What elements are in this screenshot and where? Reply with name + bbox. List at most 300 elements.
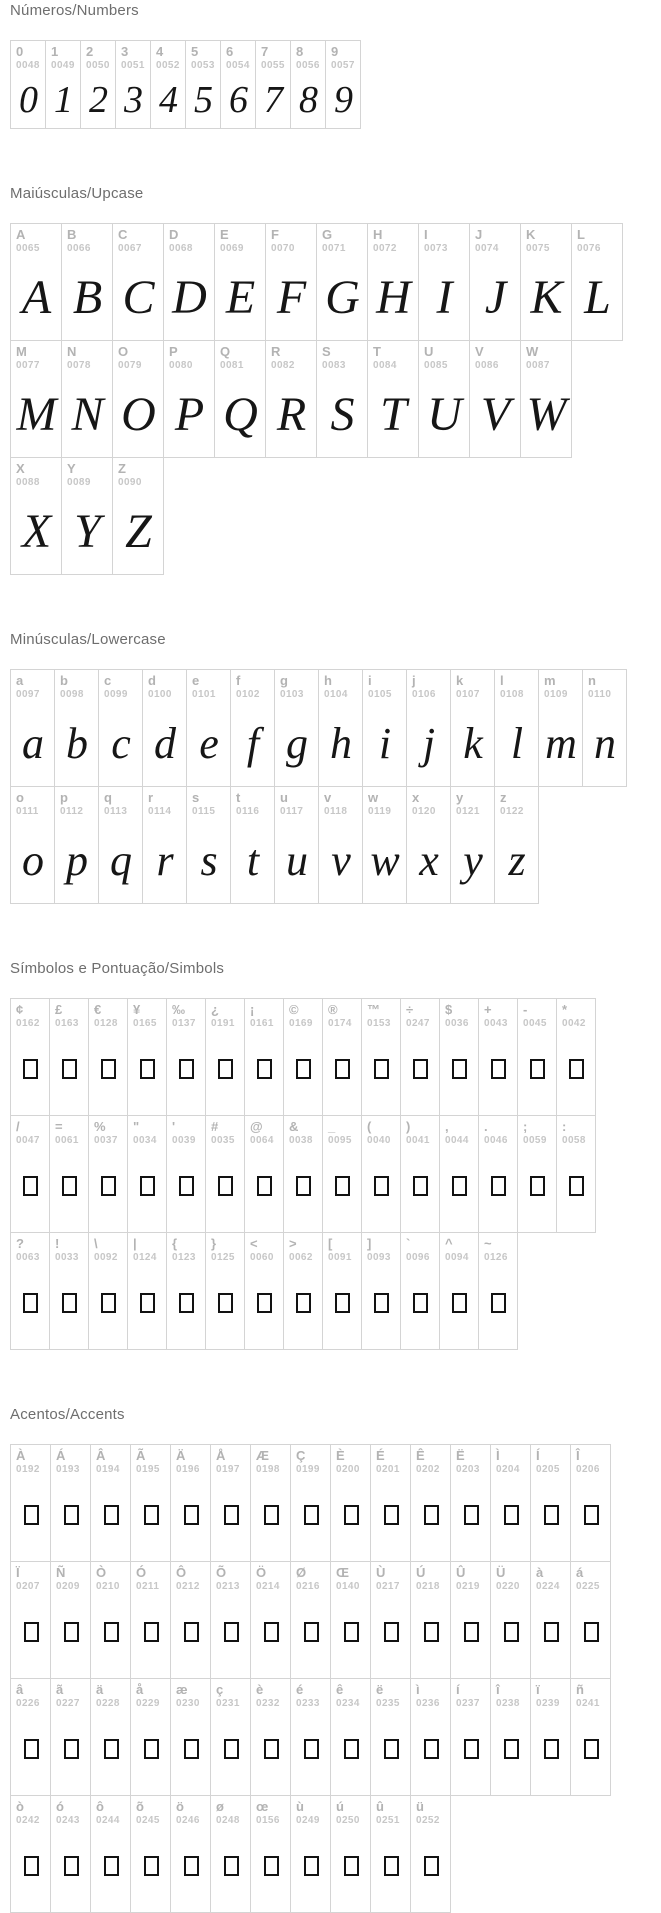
glyph-area bbox=[16, 255, 57, 340]
glyph-row bbox=[10, 340, 572, 458]
missing-glyph-box bbox=[344, 1856, 359, 1876]
char-code: 0206 bbox=[576, 1464, 600, 1475]
char-cell-0072 bbox=[367, 223, 419, 341]
glyph-area bbox=[322, 372, 363, 457]
char-cell-0092 bbox=[88, 1232, 128, 1350]
char-code: 0242 bbox=[16, 1815, 40, 1826]
char-code: 0042 bbox=[562, 1018, 586, 1029]
char-code: 0053 bbox=[191, 60, 215, 71]
char-code: 0074 bbox=[475, 243, 499, 254]
character-map-sections bbox=[10, 2, 661, 1913]
char-code: 0114 bbox=[148, 806, 172, 817]
missing-glyph-box bbox=[544, 1739, 559, 1759]
glyph: U bbox=[427, 388, 462, 441]
glyph-area bbox=[271, 255, 312, 340]
char-label: ï bbox=[536, 1682, 540, 1697]
char-label: ( bbox=[367, 1119, 372, 1134]
glyph-area bbox=[216, 1710, 246, 1795]
char-code: 0246 bbox=[176, 1815, 200, 1826]
char-label: _ bbox=[328, 1119, 336, 1134]
glyph: C bbox=[122, 271, 155, 324]
char-cell-0058 bbox=[556, 1115, 596, 1233]
char-code: 0236 bbox=[416, 1698, 440, 1709]
missing-glyph-box bbox=[257, 1293, 272, 1313]
missing-glyph-box bbox=[464, 1739, 479, 1759]
char-label: T bbox=[373, 344, 381, 359]
char-code: 0196 bbox=[176, 1464, 200, 1475]
glyph: I bbox=[436, 271, 453, 324]
char-code: 0217 bbox=[376, 1581, 400, 1592]
char-label: œ bbox=[256, 1799, 269, 1814]
char-label: f bbox=[236, 673, 241, 688]
char-label: Î bbox=[576, 1448, 580, 1463]
char-cell-0039 bbox=[166, 1115, 206, 1233]
char-code: 0249 bbox=[296, 1815, 320, 1826]
glyph-area bbox=[296, 1827, 326, 1912]
missing-glyph-box bbox=[101, 1059, 116, 1079]
char-label: L bbox=[577, 227, 585, 242]
char-label: H bbox=[373, 227, 383, 242]
char-label: 1 bbox=[51, 44, 59, 59]
glyph-area bbox=[577, 255, 618, 340]
char-code: 0055 bbox=[261, 60, 285, 71]
missing-glyph-box bbox=[257, 1176, 272, 1196]
missing-glyph-box bbox=[264, 1739, 279, 1759]
missing-glyph-box bbox=[413, 1176, 428, 1196]
char-cell-0040 bbox=[361, 1115, 401, 1233]
glyph-area bbox=[133, 1147, 162, 1232]
missing-glyph-box bbox=[296, 1293, 311, 1313]
missing-glyph-box bbox=[413, 1293, 428, 1313]
glyph-area bbox=[412, 818, 446, 903]
glyph-area bbox=[118, 489, 159, 574]
char-code: 0231 bbox=[216, 1698, 240, 1709]
glyph-area bbox=[367, 1264, 396, 1349]
glyph: w bbox=[370, 836, 400, 885]
char-code: 0100 bbox=[148, 689, 172, 700]
char-code: 0162 bbox=[16, 1018, 40, 1029]
char-label: Y bbox=[67, 461, 76, 476]
missing-glyph-box bbox=[224, 1622, 239, 1642]
char-label: F bbox=[271, 227, 279, 242]
char-code: 0092 bbox=[94, 1252, 118, 1263]
char-label: ‰ bbox=[172, 1002, 185, 1017]
glyph: W bbox=[526, 388, 567, 441]
glyph-area bbox=[56, 1827, 86, 1912]
char-code: 0118 bbox=[324, 806, 348, 817]
char-cell-0162 bbox=[10, 998, 50, 1116]
glyph-area bbox=[176, 1593, 206, 1678]
char-label: y bbox=[456, 790, 464, 805]
glyph-area bbox=[280, 701, 314, 786]
glyph-area bbox=[176, 1710, 206, 1795]
char-code: 0111 bbox=[16, 806, 39, 817]
missing-glyph-box bbox=[304, 1622, 319, 1642]
char-code: 0093 bbox=[367, 1252, 391, 1263]
glyph: H bbox=[376, 271, 411, 324]
char-code: 0122 bbox=[500, 806, 524, 817]
char-label: ¥ bbox=[133, 1002, 141, 1017]
char-code: 0194 bbox=[96, 1464, 120, 1475]
char-label: q bbox=[104, 790, 112, 805]
glyph-area bbox=[445, 1264, 474, 1349]
section-title-lowercase: Minúsculas/Lowercase bbox=[10, 631, 166, 648]
char-cell-0161 bbox=[244, 998, 284, 1116]
glyph-row bbox=[10, 223, 623, 341]
glyph-area bbox=[562, 1147, 591, 1232]
glyph-area bbox=[104, 818, 138, 903]
char-cell-0250 bbox=[330, 1795, 371, 1913]
glyph-area bbox=[456, 701, 490, 786]
char-cell-0174 bbox=[322, 998, 362, 1116]
char-code: 0220 bbox=[496, 1581, 520, 1592]
char-code: 0046 bbox=[484, 1135, 508, 1146]
char-label: ] bbox=[367, 1236, 372, 1251]
char-code: 0212 bbox=[176, 1581, 200, 1592]
char-code: 0076 bbox=[577, 243, 601, 254]
char-code: 0097 bbox=[16, 689, 40, 700]
char-cell-0106 bbox=[406, 669, 451, 787]
glyph-area bbox=[456, 1710, 486, 1795]
char-cell-0100 bbox=[142, 669, 187, 787]
char-code: 0119 bbox=[368, 806, 392, 817]
glyph: p bbox=[66, 836, 88, 885]
glyph: i bbox=[378, 719, 392, 768]
char-code: 0085 bbox=[424, 360, 448, 371]
char-label: * bbox=[562, 1002, 568, 1017]
char-cell-0233 bbox=[290, 1678, 331, 1796]
glyph-row bbox=[10, 457, 164, 575]
char-label: t bbox=[236, 790, 241, 805]
char-code: 0219 bbox=[456, 1581, 480, 1592]
glyph-area bbox=[236, 701, 270, 786]
char-code: 0252 bbox=[416, 1815, 440, 1826]
char-code: 0094 bbox=[445, 1252, 469, 1263]
char-cell-0103 bbox=[274, 669, 319, 787]
glyph-area bbox=[367, 1030, 396, 1115]
char-label: 2 bbox=[86, 44, 94, 59]
missing-glyph-box bbox=[144, 1622, 159, 1642]
char-cell-0156 bbox=[250, 1795, 291, 1913]
char-code: 0224 bbox=[536, 1581, 560, 1592]
missing-glyph-box bbox=[140, 1293, 155, 1313]
glyph-area bbox=[16, 489, 57, 574]
char-label: K bbox=[526, 227, 536, 242]
char-cell-0198 bbox=[250, 1444, 291, 1562]
char-code: 0073 bbox=[424, 243, 448, 254]
glyph-area bbox=[496, 1710, 526, 1795]
char-label: â bbox=[16, 1682, 24, 1697]
glyph: t bbox=[246, 836, 260, 885]
char-code: 0077 bbox=[16, 360, 40, 371]
char-label: Q bbox=[220, 344, 231, 359]
char-code: 0048 bbox=[16, 60, 40, 71]
glyph: n bbox=[594, 719, 616, 768]
glyph: O bbox=[121, 388, 156, 441]
glyph-area bbox=[60, 701, 94, 786]
char-code: 0090 bbox=[118, 477, 142, 488]
char-cell-0071 bbox=[316, 223, 368, 341]
char-label: # bbox=[211, 1119, 219, 1134]
glyph: k bbox=[463, 719, 483, 768]
glyph-area bbox=[211, 1030, 240, 1115]
glyph: e bbox=[199, 719, 219, 768]
char-code: 0063 bbox=[16, 1252, 40, 1263]
missing-glyph-box bbox=[452, 1293, 467, 1313]
missing-glyph-box bbox=[179, 1059, 194, 1079]
glyph-area bbox=[526, 372, 567, 457]
char-cell-0105 bbox=[362, 669, 407, 787]
char-code: 0174 bbox=[328, 1018, 352, 1029]
missing-glyph-box bbox=[64, 1856, 79, 1876]
glyph-row bbox=[10, 1115, 596, 1233]
char-label: © bbox=[289, 1002, 299, 1017]
char-cell-0235 bbox=[370, 1678, 411, 1796]
char-code: 0115 bbox=[192, 806, 216, 817]
section-uppercase bbox=[10, 185, 661, 575]
char-cell-0098 bbox=[54, 669, 99, 787]
char-cell-0137 bbox=[166, 998, 206, 1116]
char-label: p bbox=[60, 790, 68, 805]
char-cell-0082 bbox=[265, 340, 317, 458]
char-label: Á bbox=[56, 1448, 66, 1463]
char-code: 0078 bbox=[67, 360, 91, 371]
char-label: ç bbox=[216, 1682, 224, 1697]
missing-glyph-box bbox=[257, 1059, 272, 1079]
char-code: 0049 bbox=[51, 60, 75, 71]
missing-glyph-box bbox=[569, 1176, 584, 1196]
glyph-area bbox=[416, 1476, 446, 1561]
char-cell-0245 bbox=[130, 1795, 171, 1913]
glyph: G bbox=[325, 271, 360, 324]
missing-glyph-box bbox=[296, 1176, 311, 1196]
char-code: 0233 bbox=[296, 1698, 320, 1709]
char-code: 0044 bbox=[445, 1135, 469, 1146]
glyph-area bbox=[136, 1710, 166, 1795]
char-cell-0197 bbox=[210, 1444, 251, 1562]
glyph-area bbox=[136, 1827, 166, 1912]
glyph-area bbox=[211, 1147, 240, 1232]
char-code: 0195 bbox=[136, 1464, 160, 1475]
glyph-area bbox=[496, 1476, 526, 1561]
glyph: 4 bbox=[159, 79, 178, 121]
glyph-area bbox=[373, 255, 414, 340]
char-cell-0065 bbox=[10, 223, 62, 341]
missing-glyph-box bbox=[335, 1293, 350, 1313]
glyph: d bbox=[154, 719, 176, 768]
missing-glyph-box bbox=[179, 1293, 194, 1313]
missing-glyph-box bbox=[424, 1856, 439, 1876]
char-cell-0083 bbox=[316, 340, 368, 458]
char-code: 0080 bbox=[169, 360, 193, 371]
missing-glyph-box bbox=[62, 1176, 77, 1196]
missing-glyph-box bbox=[530, 1176, 545, 1196]
glyph-area bbox=[211, 1264, 240, 1349]
char-cell-0104 bbox=[318, 669, 363, 787]
glyph: E bbox=[225, 271, 256, 324]
char-cell-0079 bbox=[112, 340, 164, 458]
char-code: 0050 bbox=[86, 60, 110, 71]
glyph: a bbox=[22, 719, 44, 768]
missing-glyph-box bbox=[64, 1505, 79, 1525]
char-code: 0051 bbox=[121, 60, 145, 71]
char-cell-0191 bbox=[205, 998, 245, 1116]
glyph-area bbox=[192, 701, 226, 786]
char-label: P bbox=[169, 344, 178, 359]
char-label: X bbox=[16, 461, 25, 476]
char-cell-0052 bbox=[150, 40, 186, 129]
char-label: $ bbox=[445, 1002, 453, 1017]
char-cell-0050 bbox=[80, 40, 116, 129]
char-code: 0084 bbox=[373, 360, 397, 371]
missing-glyph-box bbox=[424, 1622, 439, 1642]
glyph: r bbox=[156, 836, 174, 885]
glyph-area bbox=[172, 1030, 201, 1115]
glyph-area bbox=[16, 818, 50, 903]
char-cell-0224 bbox=[530, 1561, 571, 1679]
char-code: 0062 bbox=[289, 1252, 313, 1263]
char-cell-0070 bbox=[265, 223, 317, 341]
glyph: s bbox=[200, 836, 218, 885]
char-label: û bbox=[376, 1799, 384, 1814]
char-label: Ú bbox=[416, 1565, 426, 1580]
char-code: 0216 bbox=[296, 1581, 320, 1592]
char-label: i bbox=[368, 673, 372, 688]
char-label: 9 bbox=[331, 44, 339, 59]
char-code: 0163 bbox=[55, 1018, 79, 1029]
char-label: Ó bbox=[136, 1565, 147, 1580]
char-label: r bbox=[148, 790, 154, 805]
glyph-area bbox=[51, 72, 76, 128]
char-code: 0061 bbox=[55, 1135, 79, 1146]
char-label: ¿ bbox=[211, 1002, 219, 1017]
glyph: j bbox=[422, 719, 436, 768]
char-cell-0225 bbox=[570, 1561, 611, 1679]
missing-glyph-box bbox=[104, 1739, 119, 1759]
char-cell-0093 bbox=[361, 1232, 401, 1350]
char-label: ù bbox=[296, 1799, 304, 1814]
char-label: / bbox=[16, 1119, 20, 1134]
missing-glyph-box bbox=[62, 1293, 77, 1313]
char-cell-0046 bbox=[478, 1115, 518, 1233]
char-label: Ì bbox=[496, 1448, 500, 1463]
missing-glyph-box bbox=[424, 1739, 439, 1759]
missing-glyph-box bbox=[374, 1293, 389, 1313]
missing-glyph-box bbox=[374, 1059, 389, 1079]
char-code: 0087 bbox=[526, 360, 550, 371]
glyph-area bbox=[60, 818, 94, 903]
char-code: 0238 bbox=[496, 1698, 520, 1709]
char-code: 0251 bbox=[376, 1815, 400, 1826]
char-cell-0045 bbox=[517, 998, 557, 1116]
char-code: 0192 bbox=[16, 1464, 40, 1475]
char-code: 0169 bbox=[289, 1018, 313, 1029]
missing-glyph-box bbox=[304, 1856, 319, 1876]
char-code: 0072 bbox=[373, 243, 397, 254]
char-label: . bbox=[484, 1119, 488, 1134]
char-cell-0227 bbox=[50, 1678, 91, 1796]
glyph-area bbox=[424, 255, 465, 340]
char-code: 0241 bbox=[576, 1698, 600, 1709]
char-label: ™ bbox=[367, 1002, 380, 1017]
char-label: Â bbox=[96, 1448, 106, 1463]
glyph-area bbox=[156, 72, 181, 128]
char-cell-0239 bbox=[530, 1678, 571, 1796]
glyph-area bbox=[220, 255, 261, 340]
missing-glyph-box bbox=[504, 1505, 519, 1525]
char-cell-0084 bbox=[367, 340, 419, 458]
char-cell-0192 bbox=[10, 1444, 51, 1562]
glyph-area bbox=[576, 1476, 606, 1561]
glyph-area bbox=[16, 1476, 46, 1561]
char-code: 0037 bbox=[94, 1135, 118, 1146]
char-code: 0052 bbox=[156, 60, 180, 71]
glyph-area bbox=[256, 1476, 286, 1561]
missing-glyph-box bbox=[24, 1505, 39, 1525]
glyph: J bbox=[484, 271, 507, 324]
char-label: ; bbox=[523, 1119, 528, 1134]
char-code: 0209 bbox=[56, 1581, 80, 1592]
char-label: ã bbox=[56, 1682, 64, 1697]
glyph-area bbox=[256, 1593, 286, 1678]
char-cell-0097 bbox=[10, 669, 55, 787]
char-code: 0211 bbox=[136, 1581, 160, 1592]
char-cell-0085 bbox=[418, 340, 470, 458]
glyph-area bbox=[56, 1593, 86, 1678]
char-code: 0191 bbox=[211, 1018, 235, 1029]
char-code: 0200 bbox=[336, 1464, 360, 1475]
char-code: 0075 bbox=[526, 243, 550, 254]
glyph-area bbox=[289, 1030, 318, 1115]
glyph: u bbox=[286, 836, 308, 885]
char-cell-0213 bbox=[210, 1561, 251, 1679]
char-label: [ bbox=[328, 1236, 333, 1251]
glyph-area bbox=[373, 372, 414, 457]
char-code: 0060 bbox=[250, 1252, 274, 1263]
char-label: b bbox=[60, 673, 68, 688]
glyph: x bbox=[419, 836, 439, 885]
missing-glyph-box bbox=[584, 1622, 599, 1642]
char-cell-0109 bbox=[538, 669, 583, 787]
char-cell-0212 bbox=[170, 1561, 211, 1679]
glyph-area bbox=[67, 489, 108, 574]
char-code: 0193 bbox=[56, 1464, 80, 1475]
char-code: 0203 bbox=[456, 1464, 480, 1475]
glyph: 1 bbox=[54, 79, 73, 121]
char-cell-0125 bbox=[205, 1232, 245, 1350]
char-label: Û bbox=[456, 1565, 466, 1580]
char-cell-0200 bbox=[330, 1444, 371, 1562]
char-label: Õ bbox=[216, 1565, 227, 1580]
char-code: 0040 bbox=[367, 1135, 391, 1146]
char-label: ú bbox=[336, 1799, 344, 1814]
missing-glyph-box bbox=[24, 1739, 39, 1759]
missing-glyph-box bbox=[304, 1739, 319, 1759]
char-cell-0090 bbox=[112, 457, 164, 575]
glyph-area bbox=[456, 818, 490, 903]
char-code: 0066 bbox=[67, 243, 91, 254]
char-code: 0225 bbox=[576, 1581, 600, 1592]
char-label: ` bbox=[406, 1236, 411, 1251]
char-code: 0070 bbox=[271, 243, 295, 254]
char-code: 0232 bbox=[256, 1698, 280, 1709]
char-code: 0214 bbox=[256, 1581, 280, 1592]
glyph: M bbox=[16, 388, 57, 441]
glyph-area bbox=[16, 1030, 45, 1115]
char-label: è bbox=[256, 1682, 264, 1697]
char-cell-0068 bbox=[163, 223, 215, 341]
char-cell-0057 bbox=[325, 40, 361, 129]
